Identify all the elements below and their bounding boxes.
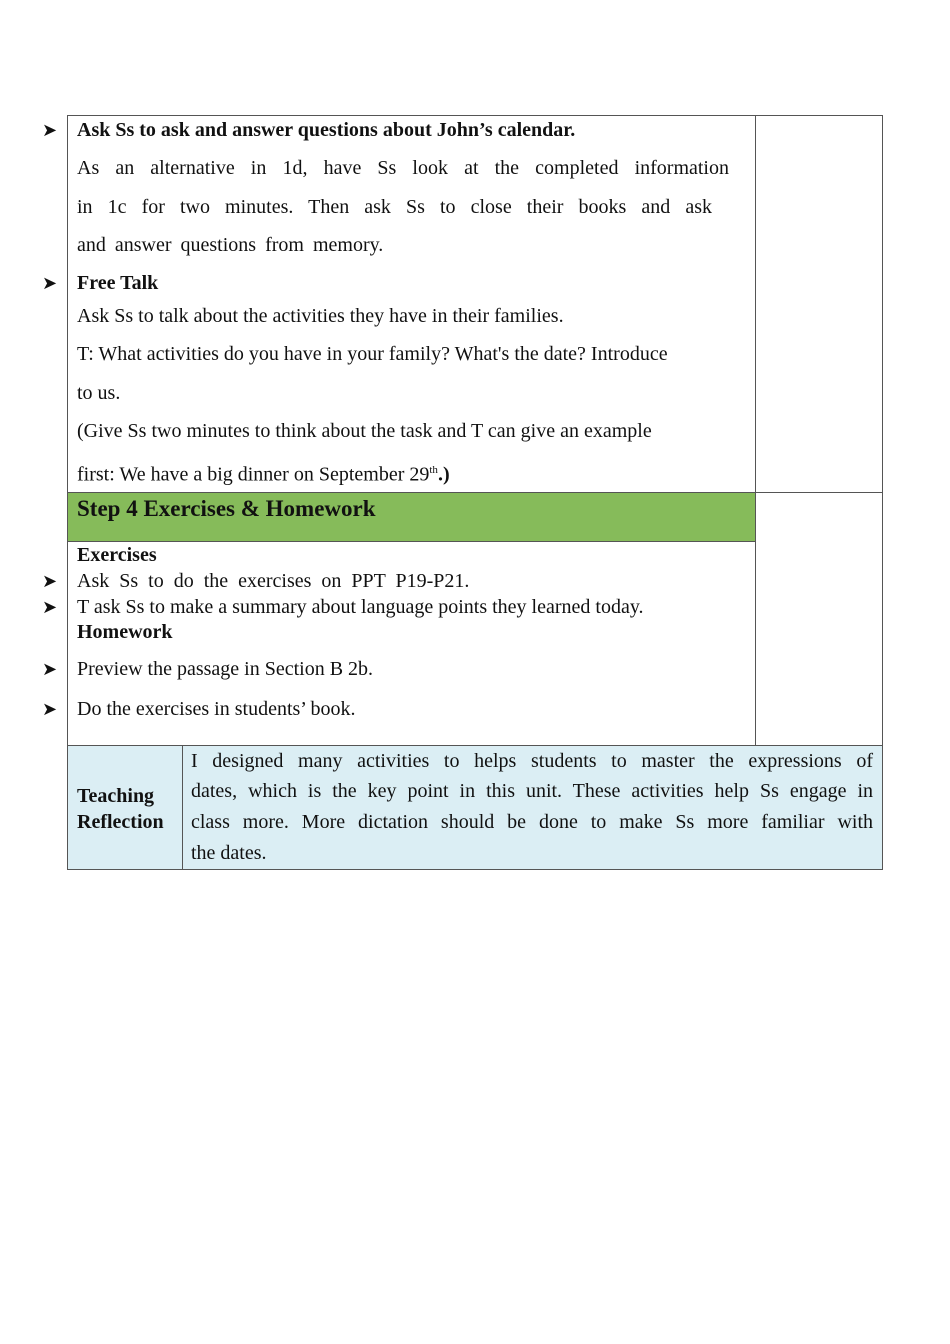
text: .) xyxy=(437,463,450,486)
paragraph-line: As an alternative in 1d, have Ss look at the completed information xyxy=(77,157,729,179)
paragraph-line: (Give Ss two minutes to think about the task and T can give an example xyxy=(77,420,652,442)
paragraph-line: T: What activities do you have in your family? What's the date? Introduce xyxy=(77,343,668,365)
row-divider xyxy=(67,745,883,746)
bullet-arrow-icon: ➤ xyxy=(42,273,58,293)
paragraph-line xyxy=(77,458,450,487)
bullet-arrow-icon: ➤ xyxy=(42,699,58,719)
bullet-arrow-icon: ➤ xyxy=(42,120,58,140)
row-divider xyxy=(67,541,756,542)
homework-heading: Homework xyxy=(77,621,173,643)
exercise-item: T ask Ss to make a summary about language points they learned today. xyxy=(77,596,644,618)
heading-free-talk: Free Talk xyxy=(77,272,159,294)
text: first: We have a big dinner on September 29 xyxy=(77,463,430,486)
exercises-heading: Exercises xyxy=(77,544,157,566)
reflection-line: I designed many activities to helps students to master the expressions of xyxy=(191,750,873,772)
paragraph-line: and answer questions from memory. xyxy=(77,234,384,256)
row-divider xyxy=(67,492,883,493)
heading-ask-ss: Ask Ss to ask and answer questions about John’s calendar. xyxy=(77,119,576,141)
reflection-line: class more. More dictation should be done to make Ss more familiar with xyxy=(191,811,873,833)
column-divider xyxy=(182,745,183,870)
column-divider xyxy=(755,115,756,746)
step-title: Step 4 Exercises & Homework xyxy=(77,496,376,521)
paragraph-line: in 1c for two minutes. Then ask Ss to close their books and ask xyxy=(77,196,712,218)
paragraph-line: to us. xyxy=(77,382,121,404)
bullet-arrow-icon: ➤ xyxy=(42,597,58,617)
homework-item: Do the exercises in students’ book. xyxy=(77,698,356,720)
bullet-arrow-icon: ➤ xyxy=(42,659,58,679)
reflection-line: the dates. xyxy=(191,842,267,864)
exercise-item: Ask Ss to do the exercises on PPT P19-P21. xyxy=(77,570,470,592)
reflection-label: Reflection xyxy=(77,811,164,833)
reflection-label: Teaching xyxy=(77,785,155,807)
superscript: th xyxy=(429,464,438,476)
bullet-arrow-icon: ➤ xyxy=(42,571,58,591)
reflection-line: dates, which is the key point in this unit. These activities help Ss engage in xyxy=(191,780,873,802)
homework-item: Preview the passage in Section B 2b. xyxy=(77,658,374,680)
paragraph-line: Ask Ss to talk about the activities they have in their families. xyxy=(77,305,564,327)
